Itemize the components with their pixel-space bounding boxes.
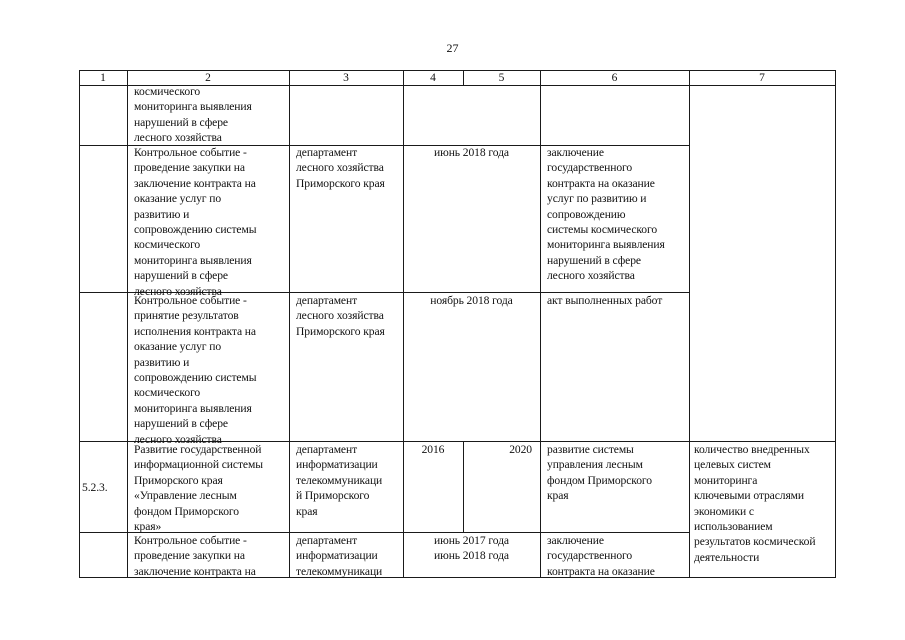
table-cell: Контрольное событие - проведение закупки на заключение контракта на оказание услуг по развитию и сопровождению системы космического мониторинга выявления нарушений в сфере лесного хозяйства (134, 146, 257, 298)
table-cell: департамент информатизации телекоммуникаци й Приморского края (296, 443, 383, 518)
header-col-6: 6 (611, 72, 618, 84)
table-cell: июнь 2018 года (434, 146, 509, 159)
table-cell: Контрольное событие - проведение закупки на заключение контракта на (134, 534, 256, 578)
table-cell: космического мониторинга выявления нарушений в сфере лесного хозяйства (134, 85, 252, 145)
header-col-1: 1 (100, 72, 106, 84)
table-cell: департамент лесного хозяйства Приморского края (296, 294, 385, 338)
end-year: 2020 (509, 443, 532, 456)
header-col-4: 4 (430, 72, 436, 84)
header-col-5: 5 (498, 72, 505, 84)
table-cell: департамент лесного хозяйства Приморского края (296, 146, 385, 190)
header-col-3: 3 (343, 72, 349, 84)
table-cell: акт выполненных работ (547, 294, 663, 307)
table-cell: Контрольное событие - принятие результатов исполнения контракта на оказание услуг по развитию и сопровождению системы космического мониторинга выявления нарушений в сфере лесного хозяйства (134, 294, 257, 446)
item-number: 5.2.3. (82, 481, 108, 494)
table-cell: департамент информатизации телекоммуникаци (296, 534, 383, 578)
table-cell: июнь 2017 года июнь 2018 года (434, 534, 509, 563)
table-cell: ноябрь 2018 года (430, 294, 513, 307)
start-year: 2016 (421, 443, 445, 456)
page-number: 27 (446, 41, 459, 55)
header-col-2: 2 (205, 72, 211, 84)
table-cell: заключение государственного контракта на оказание услуг по развитию и сопровождению системы космического мониторинга выявления нарушений в сфере лесного хозяйства (547, 146, 665, 283)
table-cell: развитие системы управления лесным фондом Приморского края (547, 443, 652, 503)
header-col-7: 7 (759, 72, 765, 84)
indicator-cell: количество внедренных целевых систем мониторинга ключевыми отраслями экономики с использованием результатов космической деятельности (694, 443, 816, 564)
table-cell: Развитие государственной информационной системы Приморского края «Управление лесным фондом Приморского края» (134, 443, 263, 534)
table-cell: заключение государственного контракта на оказание (547, 534, 655, 578)
